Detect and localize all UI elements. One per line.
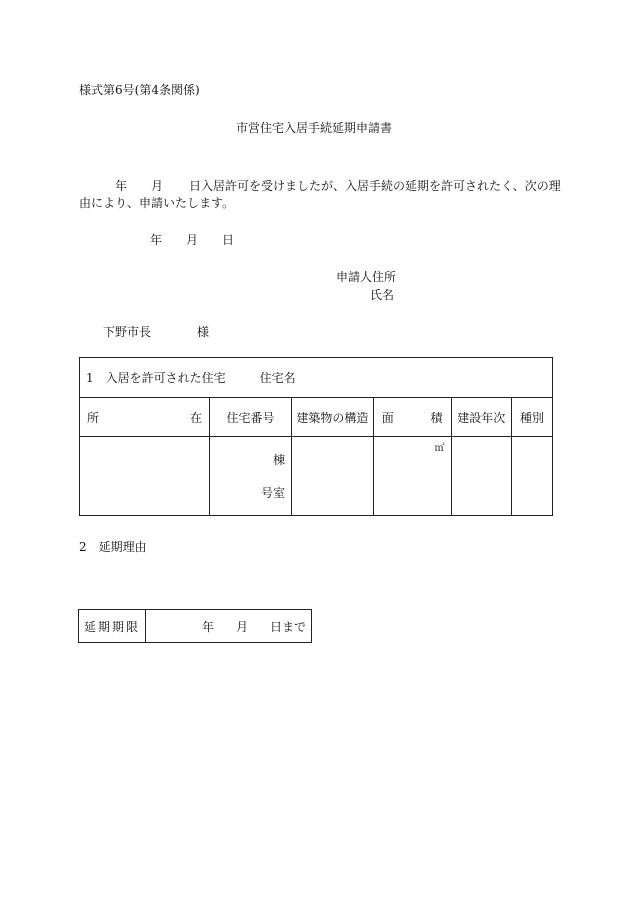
cell-type (511, 437, 552, 516)
header-type-a: 種 (519, 410, 532, 425)
deadline-value (146, 610, 312, 643)
deadline-label: 延期期限 (79, 610, 146, 643)
cell-building: 棟 (272, 453, 285, 467)
cell-structure (291, 437, 373, 516)
header-type (511, 398, 552, 437)
intro-month: 月 (151, 179, 164, 193)
header-area-a: 面 (381, 410, 394, 425)
recipient (103, 323, 209, 340)
application-date (150, 231, 234, 248)
deadline-month: 月 (236, 619, 249, 634)
cell-area-unit: ㎡ (434, 443, 445, 454)
applicant-name-label: 氏名 (370, 288, 395, 302)
housing-section-label: 1 入居を許可された住宅 (86, 371, 226, 385)
date-day: 日 (222, 233, 235, 247)
intro-year: 年 (115, 179, 128, 193)
housing-name-label: 住宅名 (259, 371, 296, 385)
header-location-a: 所 (87, 410, 100, 425)
header-house-number: 住宅番号 (210, 398, 292, 437)
recipient-honorific: 様 (197, 325, 210, 339)
document-title: 市営住宅入居手続延期申請書 (236, 121, 393, 135)
deadline-until: 日まで (270, 619, 307, 634)
date-month: 月 (186, 233, 199, 247)
header-type-b: 別 (531, 410, 544, 425)
form-number: 様式第6号(第4条関係) (79, 83, 200, 97)
intro-line1-rest: 日入居許可を受けましたが、入居手続の延期を許可されたく、次の理 (189, 179, 561, 193)
date-year: 年 (150, 233, 163, 247)
header-area (373, 398, 451, 437)
header-structure: 建築物の構造 (291, 398, 373, 437)
intro-line-1 (115, 177, 561, 194)
intro-line-2: 由により、申請いたします。 (79, 196, 235, 210)
cell-area (373, 437, 451, 516)
header-area-b: 積 (430, 410, 443, 425)
cell-house-number (210, 437, 292, 516)
cell-year-built (451, 437, 511, 516)
header-location-b: 在 (190, 410, 203, 425)
header-location (80, 398, 210, 437)
housing-table (79, 357, 553, 516)
deadline-year: 年 (202, 619, 215, 634)
applicant-address-label: 申請人住所 (336, 270, 397, 284)
housing-section-cell (80, 358, 553, 398)
reason-label: 2 延期理由 (79, 540, 147, 554)
header-year-built: 建設年次 (451, 398, 511, 437)
cell-location (80, 437, 210, 516)
cell-room: 号室 (260, 486, 285, 500)
recipient-mayor: 下野市長 (103, 325, 152, 339)
deadline-table (78, 609, 312, 643)
